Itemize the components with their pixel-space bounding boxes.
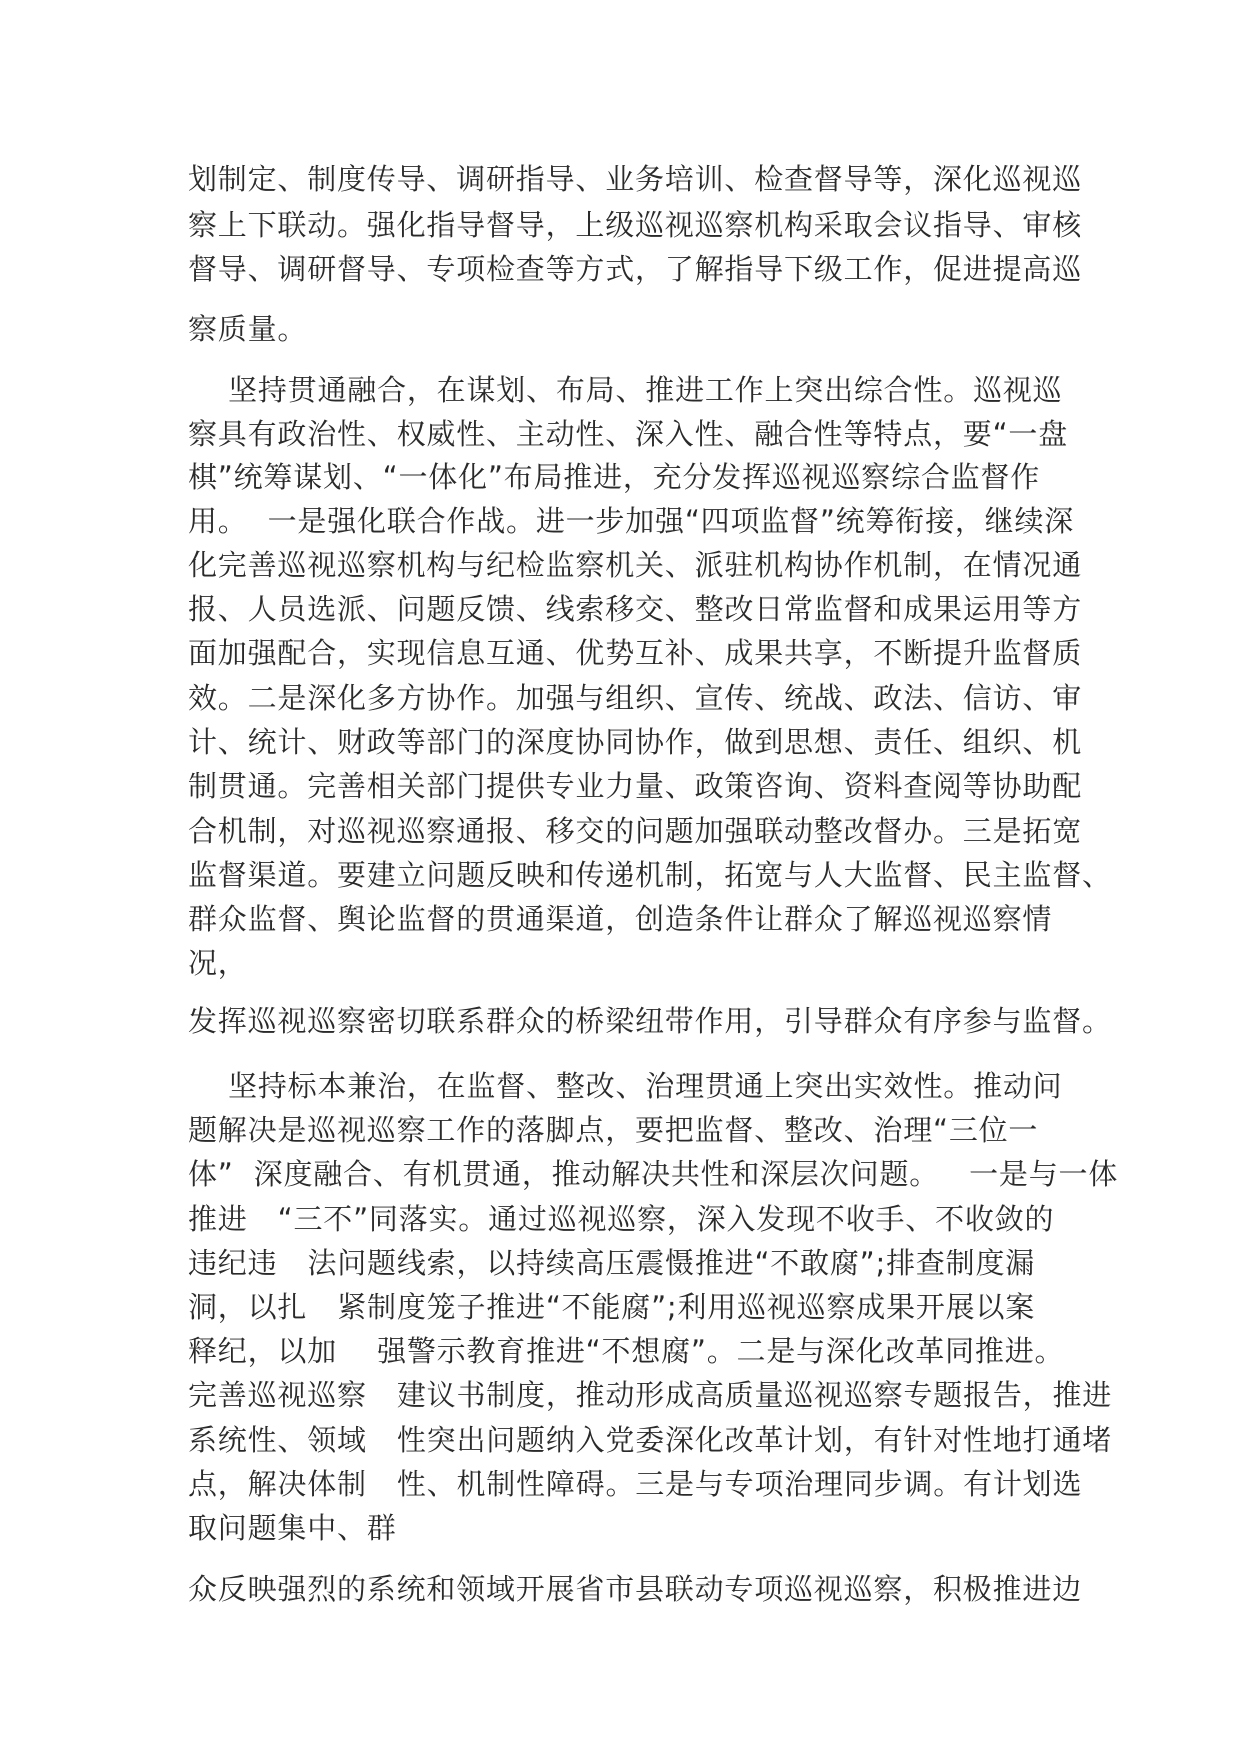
text-line: 制贯通。完善相关部门提供专业力量、政策咨询、资料查阅等协助配: [188, 769, 1083, 803]
text-line: 释纪，以加 强警示教育推进“不想腐”。二是与深化改革同推进。: [188, 1334, 1065, 1368]
text-line: 系统性、领域 性突出问题纳入党委深化改革计划，有针对性地打通堵: [188, 1423, 1113, 1457]
text-line: 化完善巡视巡察机构与纪检监察机关、派驻机构协作机制，在情况通: [188, 548, 1083, 582]
text-line: 效。二是深化多方协作。加强与组织、宣传、统战、政法、信访、审: [188, 681, 1083, 715]
text-line: 题解决是巡视巡察工作的落脚点，要把监督、整改、治理“三位一: [188, 1113, 1039, 1147]
text-line: 点，解决体制 性、机制性障碍。三是与专项治理同步调。有计划选: [188, 1467, 1083, 1501]
text-line: 完善巡视巡察 建议书制度，推动形成高质量巡视巡察专题报告，推进: [188, 1378, 1113, 1412]
text-line: 监督渠道。要建立问题反映和传递机制，拓宽与人大监督、民主监督、: [188, 858, 1112, 892]
text-line: 坚持标本兼治，在监督、整改、治理贯通上突出实效性。推动问: [188, 1069, 1063, 1103]
text-line: 推进 “三不”同落实。通过巡视巡察，深入发现不收手、不收敛的: [188, 1202, 1055, 1236]
text-line: 划制定、制度传导、调研指导、业务培训、检查督导等，深化巡视巡: [188, 162, 1083, 196]
text-line: 察具有政治性、权威性、主动性、深入性、融合性等特点，要“一盘: [188, 417, 1069, 451]
text-line: 发挥巡视巡察密切联系群众的桥梁纽带作用，引导群众有序参与监督。: [188, 1004, 1112, 1038]
text-line: 况，: [188, 946, 248, 980]
text-line: 众反映强烈的系统和领域开展省市县联动专项巡视巡察，积极推进边: [188, 1572, 1083, 1606]
text-line: 体” 深度融合、有机贯通，推动解决共性和深层次问题。 一是与一体: [188, 1157, 1119, 1191]
text-line: 报、人员选派、问题反馈、线索移交、整改日常监督和成果运用等方: [188, 592, 1083, 626]
text-line: 合机制，对巡视巡察通报、移交的问题加强联动整改督办。三是拓宽: [188, 814, 1083, 848]
text-line: 用。 一是强化联合作战。进一步加强“四项监督”统筹衔接，继续深: [188, 504, 1075, 538]
text-line: 面加强配合，实现信息互通、优势互补、成果共享，不断提升监督质: [188, 636, 1083, 670]
text-line: 督导、调研督导、专项检查等方式，了解指导下级工作，促进提高巡: [188, 252, 1083, 286]
text-line: 群众监督、舆论监督的贯通渠道，创造条件让群众了解巡视巡察情: [188, 902, 1053, 936]
text-line: 坚持贯通融合，在谋划、布局、推进工作上突出综合性。巡视巡: [188, 373, 1063, 407]
text-line: 察上下联动。强化指导督导，上级巡视巡察机构采取会议指导、审核: [188, 208, 1083, 242]
text-line: 计、统计、财政等部门的深度协同协作，做到思想、责任、组织、机: [188, 725, 1083, 759]
text-line: 察质量。: [188, 312, 308, 346]
text-line: 洞，以扎 紧制度笼子推进“不能腐”;利用巡视巡察成果开展以案: [188, 1290, 1036, 1324]
text-line: 取问题集中、群: [188, 1511, 397, 1545]
text-line: 棋”统筹谋划、“一体化”布局推进，充分发挥巡视巡察综合监督作: [188, 460, 1041, 494]
text-line: 违纪违 法问题线索，以持续高压震慑推进“不敢腐”;排查制度漏: [188, 1246, 1036, 1280]
